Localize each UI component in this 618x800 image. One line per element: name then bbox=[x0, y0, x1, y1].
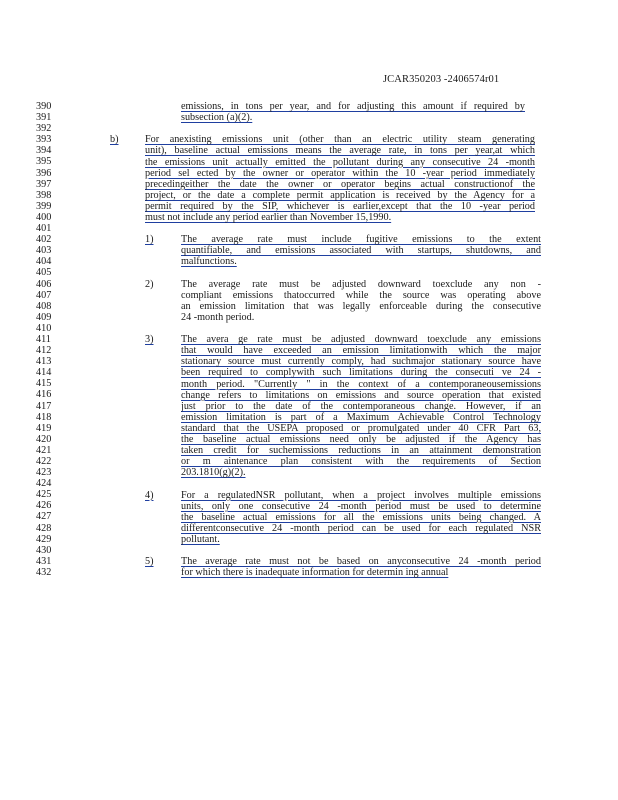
line-number: 425 bbox=[36, 489, 52, 501]
text-line: an emission limitation that was legally enforceable during the consecutive bbox=[181, 300, 541, 312]
line-number: 421 bbox=[36, 444, 52, 456]
line-number: 405 bbox=[36, 267, 52, 279]
text-line: units, only one consecutive 24 -month period must be used to determine bbox=[181, 500, 541, 512]
line-number: 419 bbox=[36, 422, 52, 434]
line-number: 426 bbox=[36, 500, 52, 512]
line-number: 430 bbox=[36, 544, 52, 556]
line-number: 391 bbox=[36, 112, 52, 124]
line-number: 411 bbox=[36, 333, 51, 345]
text-line: emissions, in tons per year, and for adjusting this amount if required by bbox=[181, 101, 525, 112]
text-line: For a regulatedNSR pollutant, when a project involves multiple emissions bbox=[181, 489, 541, 501]
line-number: 401 bbox=[36, 223, 52, 235]
text-line: must not include any period earlier than November 15,1990. bbox=[145, 212, 392, 223]
text-line: the baseline actual emissions for all the emissions units being changed. A bbox=[181, 511, 541, 523]
line-number: 420 bbox=[36, 433, 52, 445]
text-line: The average rate must include fugitive emissions to the extent bbox=[181, 234, 541, 246]
line-number: 392 bbox=[36, 123, 52, 135]
text-line: that would have exceeded an emission limitationwith which the major bbox=[181, 345, 541, 357]
text-line: malfunctions. bbox=[181, 256, 237, 268]
line-number: 427 bbox=[36, 511, 52, 523]
text-line: differentconsecutive 24 -month period can be used for each regulated NSR bbox=[181, 522, 541, 534]
text-line: subsection (a)(2). bbox=[181, 112, 253, 124]
line-number: 415 bbox=[36, 378, 52, 390]
line-number: 400 bbox=[36, 211, 52, 223]
subsection-label: 5) bbox=[145, 556, 154, 568]
line-number: 402 bbox=[36, 234, 52, 246]
text-line: been required to complywith such limitations during the consecuti ve 24 - bbox=[181, 367, 541, 379]
text-line: the emissions unit actually emitted the pollutant during any consecutive 24 -month bbox=[145, 156, 535, 168]
line-number: 406 bbox=[36, 278, 52, 290]
text-line: 203.1810(g)(2). bbox=[181, 467, 246, 479]
text-line: the baseline actual emissions need only be adjusted if the Agency has bbox=[181, 434, 541, 445]
line-number: 428 bbox=[36, 522, 52, 534]
line-number: 432 bbox=[36, 566, 52, 578]
line-number: 429 bbox=[36, 533, 52, 545]
text-line: standard that the USEPA proposed or promulgated under 40 CFR Part 63, bbox=[181, 422, 541, 434]
line-number: 413 bbox=[36, 356, 52, 368]
line-number: 409 bbox=[36, 311, 52, 323]
line-number: 396 bbox=[36, 167, 52, 179]
line-number: 407 bbox=[36, 289, 52, 301]
text-line: just prior to the date of the contemporaneous change. However, if an bbox=[181, 400, 541, 412]
text-line: period sel ected by the owner or operator within the 10 -year period immediately bbox=[145, 167, 535, 179]
line-number: 431 bbox=[36, 555, 52, 567]
subsection-label: b) bbox=[110, 134, 119, 146]
text-line: stationary source must currently comply, had suchmajor stationary source have bbox=[181, 356, 541, 368]
line-number: 390 bbox=[36, 101, 52, 112]
line-number: 393 bbox=[36, 134, 52, 146]
text-line: or m aintenance plan consistent with the requirements of Section bbox=[181, 456, 541, 468]
text-line: 24 -month period. bbox=[181, 311, 255, 323]
line-number: 414 bbox=[36, 367, 52, 379]
line-number: 397 bbox=[36, 178, 52, 190]
text-line: For anexisting emissions unit (other than an electric utility steam generating bbox=[145, 134, 535, 146]
text-line: for which there is inadequate information for determin ing annual bbox=[181, 567, 449, 579]
text-line: emission limitation is part of a Maximum Achievable Control Technology bbox=[181, 411, 541, 423]
text-line: The average rate must be adjusted downward toexclude any non - bbox=[181, 278, 541, 290]
text-line: precedingeither the date the owner or operator begins actual constructionof the bbox=[145, 178, 535, 190]
line-number: 399 bbox=[36, 200, 52, 212]
text-line: unit), baseline actual emissions means the average rate, in tons per year,at which bbox=[145, 145, 535, 157]
text-line: The average rate must not be based on anyconsecutive 24 -month period bbox=[181, 556, 541, 568]
line-number: 416 bbox=[36, 389, 52, 401]
text-line: quantifiable, and emissions associated with startups, shutdowns, and bbox=[181, 245, 541, 257]
line-number: 408 bbox=[36, 300, 52, 312]
subsection-label: 3) bbox=[145, 334, 154, 346]
text-line: compliant emissions thatoccurred while the source was operating above bbox=[181, 289, 541, 301]
line-number: 417 bbox=[36, 400, 52, 412]
line-number: 424 bbox=[36, 478, 52, 490]
text-line: month period. "Currently " in the context of a contemporaneousemissions bbox=[181, 378, 541, 390]
line-number: 412 bbox=[36, 345, 52, 357]
line-number-column bbox=[36, 101, 66, 578]
text-line: pollutant. bbox=[181, 533, 220, 545]
line-number: 418 bbox=[36, 411, 52, 423]
document-id-header: JCAR350203 -2406574r01 bbox=[383, 74, 500, 85]
subsection-label: 4) bbox=[145, 489, 154, 501]
line-number: 394 bbox=[36, 145, 52, 157]
line-number: 404 bbox=[36, 256, 52, 268]
line-number: 410 bbox=[36, 322, 52, 334]
line-number: 398 bbox=[36, 189, 52, 201]
text-line: project, or the date a complete permit application is received by the Agency for a bbox=[145, 189, 535, 201]
text-line: The avera ge rate must be adjusted downward toexclude any emissions bbox=[181, 334, 541, 346]
subsection-label: 1) bbox=[145, 234, 154, 246]
subsection-label: 2) bbox=[145, 278, 154, 290]
text-line: taken credit for suchemissions reductions in an attainment demonstration bbox=[181, 445, 541, 457]
line-number: 422 bbox=[36, 456, 52, 467]
line-number: 403 bbox=[36, 245, 52, 257]
line-number: 395 bbox=[36, 156, 52, 168]
text-line: permit required by the SIP, whichever is earlier,except that the 10 -year period bbox=[145, 200, 535, 212]
text-line: change refers to limitations on emissions and source operation that existed bbox=[181, 389, 541, 401]
line-number: 423 bbox=[36, 467, 52, 479]
